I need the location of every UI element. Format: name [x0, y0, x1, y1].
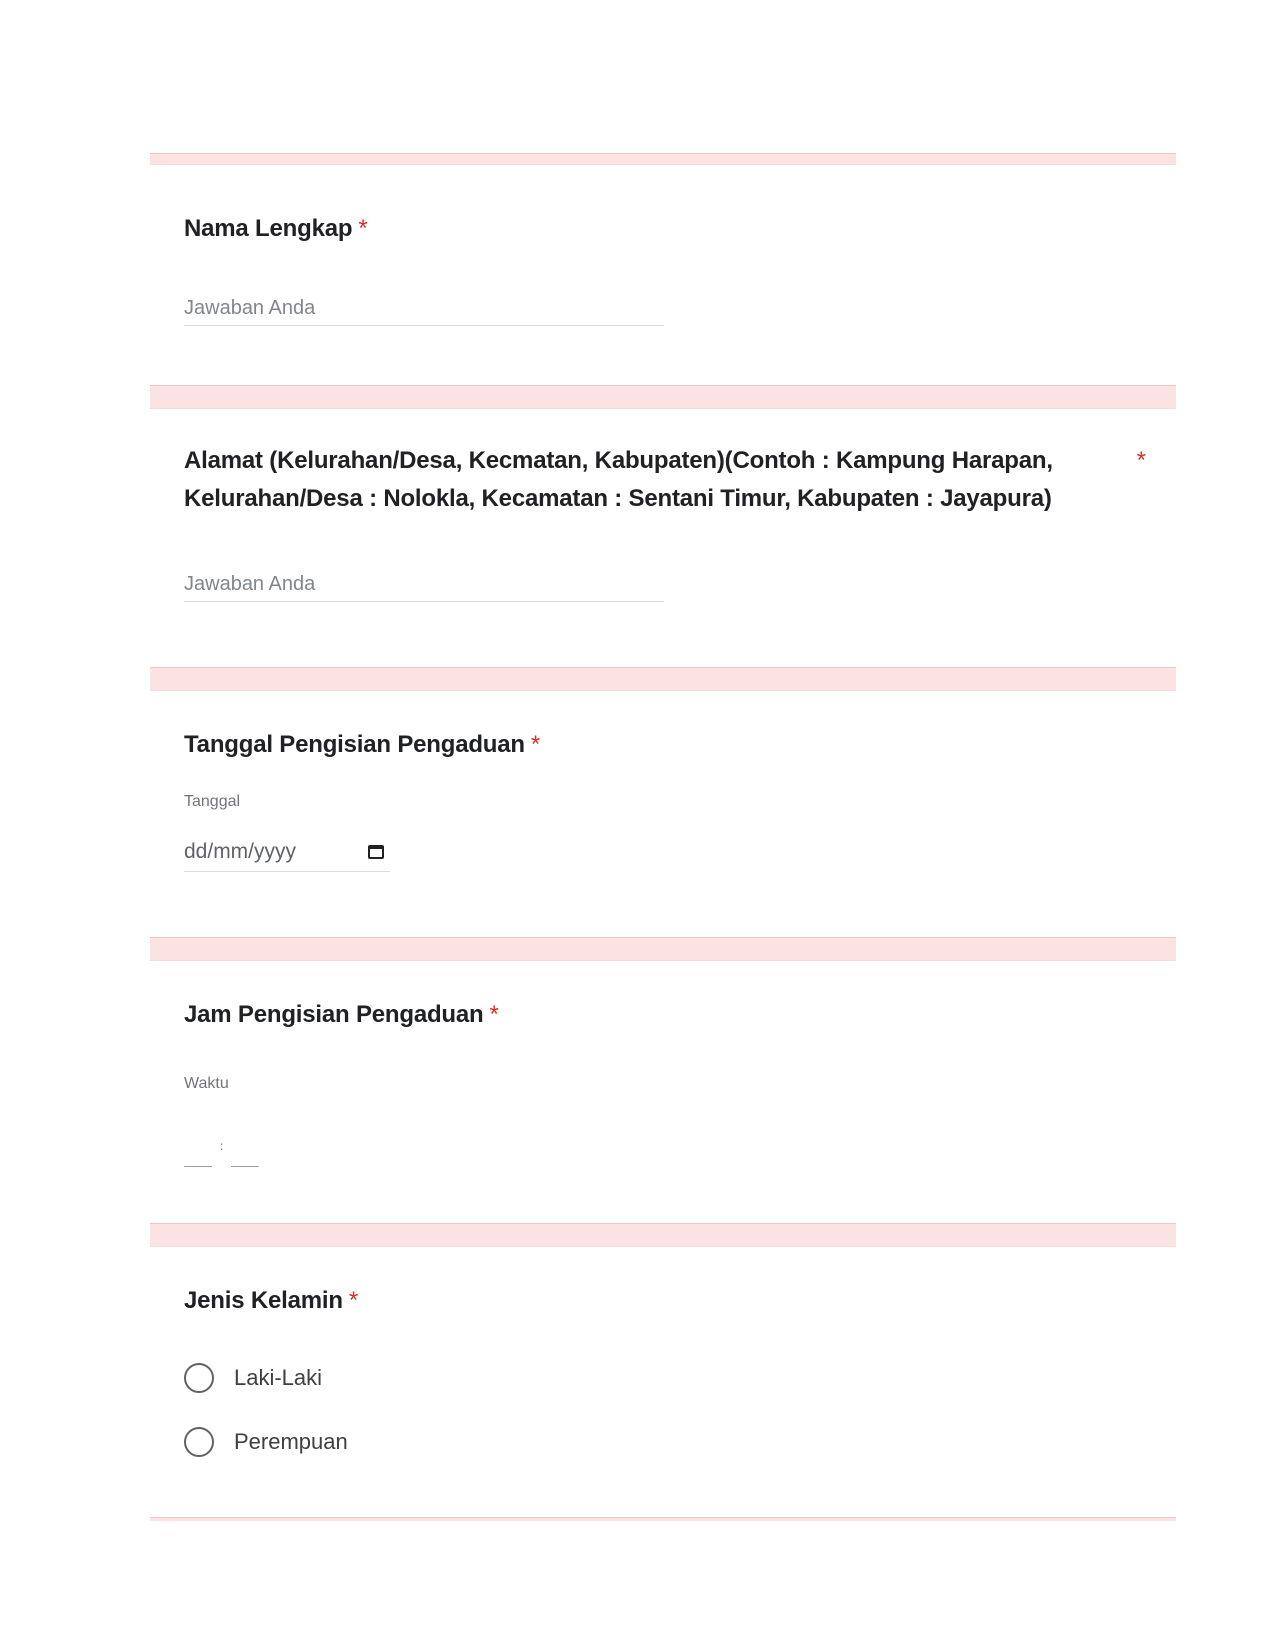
question-complaint-date	[150, 690, 1176, 937]
question-address	[150, 408, 1176, 667]
required-asterisk: *	[348, 1287, 358, 1314]
radio-option-label: Laki-Laki	[234, 1365, 323, 1390]
section-divider	[150, 937, 1176, 960]
calendar-icon[interactable]	[368, 845, 384, 859]
input-placeholder: Jawaban Anda	[184, 297, 316, 319]
full-name-input[interactable]	[184, 291, 664, 326]
question-title	[184, 995, 499, 1035]
google-form	[150, 153, 1176, 1521]
radio-button-icon[interactable]	[184, 1427, 214, 1457]
date-placeholder: dd/mm/yyyy	[184, 840, 297, 863]
question-title-text: Nama Lengkap	[184, 215, 353, 242]
question-title-text: Jam Pengisian Pengaduan	[184, 1001, 484, 1028]
question-title-text: Tanggal Pengisian Pengaduan	[184, 731, 525, 758]
question-complaint-time	[150, 960, 1176, 1223]
question-full-name	[150, 164, 1176, 385]
required-asterisk: *	[358, 215, 368, 242]
section-divider	[150, 385, 1176, 408]
section-divider	[150, 153, 1176, 164]
question-title-text: Jenis Kelamin	[184, 1287, 343, 1314]
section-divider	[150, 1517, 1176, 1521]
time-input	[184, 1137, 259, 1167]
radio-option-laki-laki[interactable]	[184, 1363, 322, 1393]
address-input[interactable]	[184, 567, 664, 602]
radio-option-label: Perempuan	[234, 1429, 348, 1454]
required-asterisk: *	[530, 731, 541, 758]
radio-option-perempuan[interactable]	[184, 1427, 348, 1457]
minute-field[interactable]	[231, 1166, 259, 1167]
input-placeholder: Jawaban Anda	[184, 573, 316, 595]
question-title-text: Alamat (Kelurahan/Desa, Kecmatan, Kabupaten)(Contoh : Kampung Harapan, Kelurahan/Desa : Nolokla, Kecamatan : Sentani Timur, Kabupaten : Jayapura)	[184, 447, 1053, 512]
date-input[interactable]	[184, 833, 390, 872]
time-separator: :	[220, 1139, 224, 1153]
question-title	[184, 442, 1089, 518]
required-asterisk: *	[1136, 447, 1146, 474]
time-sub-label: Waktu	[184, 1075, 229, 1092]
question-gender	[150, 1246, 1176, 1517]
question-title	[184, 725, 540, 765]
hour-field[interactable]	[184, 1166, 212, 1167]
section-divider	[150, 667, 1176, 690]
radio-button-icon[interactable]	[184, 1363, 214, 1393]
question-title	[184, 1281, 358, 1321]
section-divider	[150, 1223, 1176, 1246]
question-title	[184, 209, 367, 249]
required-asterisk: *	[489, 1001, 499, 1028]
date-sub-label: Tanggal	[184, 793, 241, 810]
